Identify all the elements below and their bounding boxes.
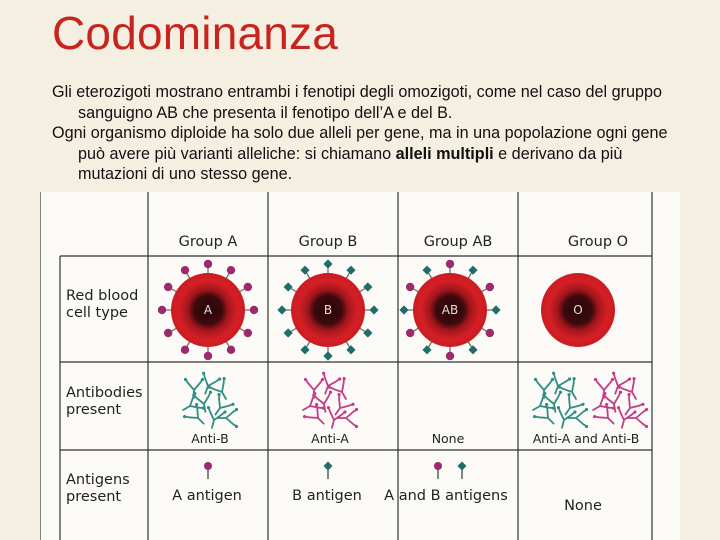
slide-title: Codominanza <box>52 7 339 59</box>
antibody-label-anti-a: Anti-A <box>311 431 349 446</box>
antibody-icon <box>298 391 326 419</box>
column-header-group-o: Group O <box>567 234 629 250</box>
antigen-marker-b <box>324 462 333 480</box>
antibody-label-none: None <box>431 431 465 446</box>
antigen-label-a-and-b: A and B antigens <box>384 488 508 504</box>
antibody-icon <box>178 391 206 419</box>
antigen-a-marker <box>406 329 414 337</box>
antigen-b-marker <box>284 282 293 291</box>
antigen-a-marker <box>204 352 212 360</box>
antigen-a-marker <box>446 260 454 268</box>
antibody-icon <box>327 376 355 404</box>
antigen-a-marker <box>406 283 414 291</box>
red-blood-cells <box>158 259 615 360</box>
antigen-b-marker <box>363 328 372 337</box>
slide-body <box>52 82 692 185</box>
antibody-label-anti-b: Anti-B <box>191 431 229 446</box>
cell-type-label: AB <box>441 303 459 317</box>
antigen-a-marker <box>446 352 454 360</box>
antigen-a-marker <box>227 346 235 354</box>
cell-type-label: O <box>573 303 583 317</box>
antibody-icon <box>628 408 648 428</box>
antigen-b-marker <box>422 345 431 354</box>
red-blood-cell-a <box>158 260 258 360</box>
antibody-icon <box>568 408 588 428</box>
antigen-b-marker <box>468 266 477 275</box>
row-header-antigens: Antigens present <box>66 472 130 505</box>
paragraph-text-start: Ogni organismo diploide ha solo due alleli per gene, ma in una popolazione ogni gene può avere più varianti alleliche: si chiamano <box>52 124 668 163</box>
antigen-b-marker <box>468 345 477 354</box>
antigen-a-marker <box>244 283 252 291</box>
antibody-label-anti-a-and-b: Anti-A and Anti-B <box>532 431 640 446</box>
antigen-a-marker <box>486 329 494 337</box>
antigen-b-marker <box>300 345 309 354</box>
antigen-a-marker <box>164 329 172 337</box>
bold-term: alleli multipli <box>395 144 494 163</box>
antigen-marker-ab <box>434 462 467 480</box>
antibody-icon <box>532 402 560 430</box>
antigen-a-marker <box>244 329 252 337</box>
antigen-b-marker <box>277 305 286 314</box>
antigen-b-marker <box>323 351 332 360</box>
antigen-marker-a <box>204 462 212 479</box>
row-header-red-blood-cell: Red blood cell type <box>66 288 139 321</box>
antibody-icon <box>218 408 238 428</box>
paragraph-codominance: Gli eterozigoti mostrano entrambi i fenotipi degli omozigoti, come nel caso del gruppo sanguigno AB che presenta il fenotipo dell’A e del B. <box>52 83 663 122</box>
antigen-b-marker <box>346 266 355 275</box>
antibody-icon <box>302 402 330 430</box>
antigen-a-marker <box>164 283 172 291</box>
paragraph-multiple-alleles <box>52 123 692 185</box>
antibody-icon <box>207 376 235 404</box>
antibody-cluster-o <box>528 371 648 431</box>
cell-type-label: A <box>203 303 213 317</box>
antigen-b-marker <box>363 282 372 291</box>
antigen-b-marker <box>346 345 355 354</box>
antigen-a-marker <box>227 266 235 274</box>
antigen-a-marker <box>204 260 212 268</box>
antibody-cluster-a <box>178 371 238 431</box>
antigen-b-marker <box>422 266 431 275</box>
antibody-icon <box>617 376 645 404</box>
antibody-icon <box>592 402 620 430</box>
antibody-cluster-b <box>298 371 358 431</box>
antigen-b-marker <box>300 266 309 275</box>
antibody-clusters <box>178 371 648 431</box>
antigen-b-marker <box>323 259 332 268</box>
column-header-group-b: Group B <box>298 234 358 250</box>
red-blood-cell-b <box>277 259 378 360</box>
red-blood-cell-ab <box>399 260 500 360</box>
row-header-antibodies: Antibodies present <box>66 385 143 418</box>
column-header-group-ab: Group AB <box>423 234 493 250</box>
column-header-group-a: Group A <box>178 234 238 250</box>
blood-group-figure <box>40 192 680 540</box>
paragraph-text-end: e derivano da più mutazioni di uno stesso gene. <box>78 144 623 183</box>
antigen-b-marker <box>284 328 293 337</box>
antigen-label-a: A antigen <box>172 488 242 504</box>
antigen-a-marker <box>486 283 494 291</box>
antibody-icon <box>588 391 616 419</box>
antigen-b-marker <box>399 305 408 314</box>
antibody-icon <box>528 391 556 419</box>
cell-type-label: B <box>323 303 333 317</box>
antigen-a-marker <box>181 346 189 354</box>
antibody-icon <box>557 376 585 404</box>
antigen-a-marker <box>250 306 258 314</box>
antigen-b-marker <box>491 305 500 314</box>
antigen-b-marker <box>369 305 378 314</box>
red-blood-cell-o <box>541 273 615 347</box>
antibody-icon <box>182 402 210 430</box>
antigen-a-marker <box>181 266 189 274</box>
antibody-icon <box>338 408 358 428</box>
antigen-markers <box>204 462 467 480</box>
antigen-label-b: B antigen <box>292 488 362 504</box>
antigen-label-none: None <box>564 498 602 514</box>
